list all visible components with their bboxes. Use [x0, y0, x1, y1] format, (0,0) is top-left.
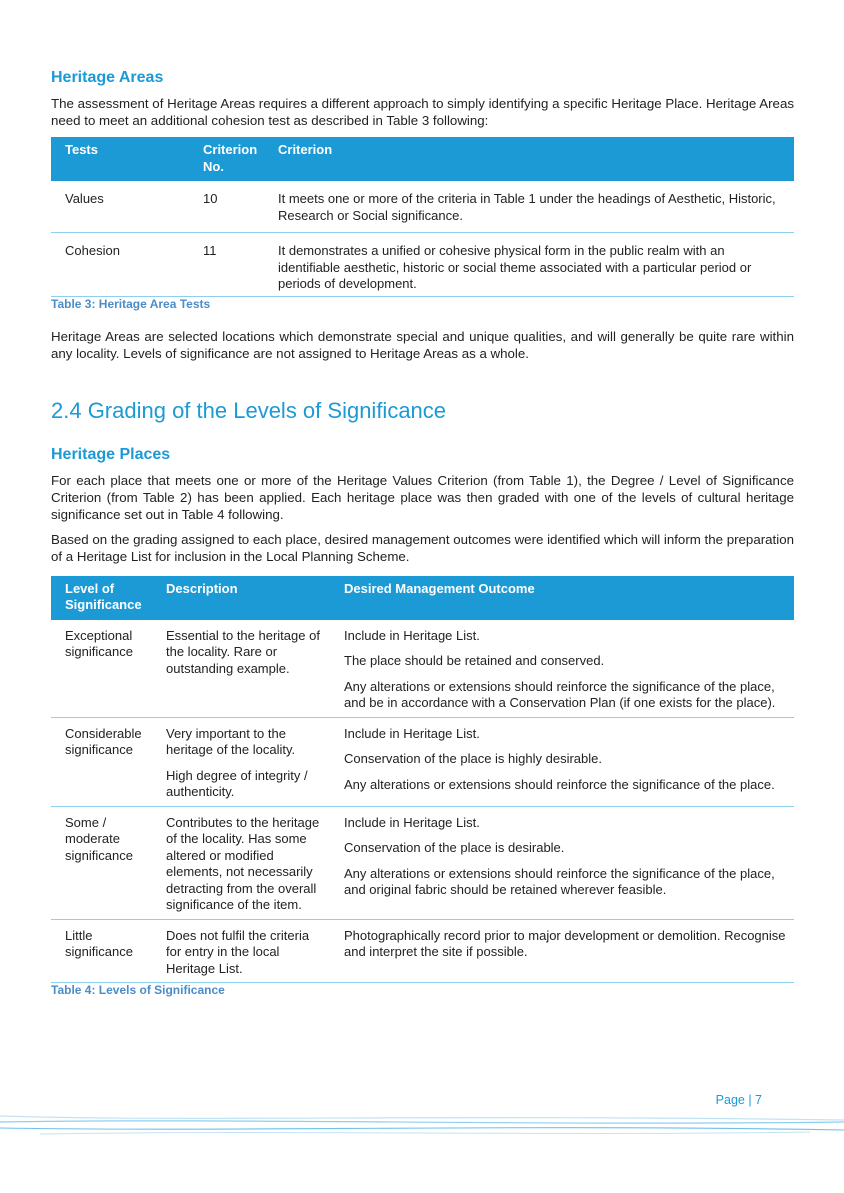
- description-paragraph: Does not fulfil the criteria for entry in the local Heritage List.: [166, 927, 310, 976]
- management-outcome: [330, 620, 794, 718]
- header-description: Description: [152, 576, 330, 620]
- description-paragraph: Contributes to the heritage of the locality. Has some altered or modified elements, not necessarily detracting from the overall significance of the item.: [166, 814, 320, 912]
- outcome-paragraph: Any alterations or extensions should reinforce the significance of the place, and be in accordance with a Conservation Plan (if one exists for the place).: [344, 678, 776, 710]
- significance-level: Little significance: [51, 919, 152, 983]
- criterion-number: 10: [189, 181, 270, 233]
- outcome-paragraph: Any alterations or extensions should reinforce the significance of the place.: [344, 776, 775, 792]
- outcome-paragraph: Conservation of the place is desirable.: [344, 840, 565, 855]
- outcome-paragraph: Conservation of the place is highly desirable.: [344, 751, 602, 766]
- significance-description: [152, 717, 330, 806]
- description-paragraph: Very important to the heritage of the locality.: [166, 725, 296, 757]
- heritage-areas-heading: Heritage Areas: [51, 69, 164, 86]
- heritage-places-para-2: Based on the grading assigned to each place, desired management outcomes were identified which will inform the preparation of a Heritage List for inclusion in the Local Planning Scheme.: [51, 531, 794, 564]
- table-3-caption: Table 3: Heritage Area Tests: [51, 296, 211, 311]
- footer-wave-decoration: [0, 1110, 844, 1150]
- significance-level: Exceptional significance: [51, 620, 152, 718]
- test-name: Cohesion: [51, 233, 189, 297]
- section-title: 2.4 Grading of the Levels of Significance: [51, 397, 447, 423]
- table-4-caption: Table 4: Levels of Significance: [51, 983, 225, 997]
- significance-description: [152, 919, 330, 983]
- management-outcome: [330, 717, 794, 806]
- outcome-paragraph: Photographically record prior to major development or demolition. Recognise and interpret the site if possible.: [344, 927, 786, 959]
- header-criterion-no: Criterion No.: [189, 137, 270, 181]
- header-criterion: Criterion: [270, 137, 794, 181]
- header-outcome: Desired Management Outcome: [330, 576, 794, 620]
- description-paragraph: High degree of integrity / authenticity.: [166, 767, 308, 799]
- heritage-places-heading: Heritage Places: [51, 445, 171, 463]
- criterion-text: It meets one or more of the criteria in Table 1 under the headings of Aesthetic, Historic, Research or Social significance.: [270, 181, 794, 233]
- header-level: Level of Significance: [51, 576, 152, 620]
- management-outcome: [330, 806, 794, 919]
- heritage-places-para-1: For each place that meets one or more of the Heritage Values Criterion (from Table 1), the Degree / Level of Significance Criterion (from Table 2) has been applied. Each heritage place was then graded with one of the levels of cultural heritage significance set out in Table 4 following.: [51, 472, 794, 522]
- significance-level: Some / moderate significance: [51, 806, 152, 919]
- page-content: [51, 68, 794, 998]
- criterion-text: It demonstrates a unified or cohesive physical form in the public realm with an identifiable aesthetic, historic or social theme associated with a particular period or periods of development.: [270, 233, 794, 297]
- table-row: [51, 806, 794, 919]
- table-row: [51, 233, 794, 297]
- levels-of-significance-table: [51, 576, 794, 984]
- heritage-areas-intro: The assessment of Heritage Areas requires a different approach to simply identifying a specific Heritage Place. Heritage Areas need to meet an additional cohesion test as described in Table 3 following:: [51, 96, 794, 128]
- outcome-paragraph: Include in Heritage List.: [344, 814, 480, 830]
- table-row: [51, 620, 794, 718]
- significance-description: [152, 620, 330, 718]
- significance-description: [152, 806, 330, 919]
- criterion-number: 11: [189, 233, 270, 297]
- table-row: [51, 919, 794, 983]
- description-paragraph: Essential to the heritage of the locality. Rare or outstanding example.: [166, 627, 320, 676]
- header-tests: Tests: [51, 137, 189, 181]
- outcome-paragraph: Any alterations or extensions should reinforce the significance of the place, and original fabric should be retained wherever feasible.: [344, 865, 775, 897]
- outcome-paragraph: The place should be retained and conserved.: [344, 653, 605, 668]
- table-header-row: [51, 137, 794, 181]
- significance-level: Considerable significance: [51, 717, 152, 806]
- table-row: [51, 717, 794, 806]
- outcome-paragraph: Include in Heritage List.: [344, 627, 480, 643]
- test-name: Values: [51, 181, 189, 233]
- table-row: [51, 181, 794, 233]
- heritage-areas-closing: Heritage Areas are selected locations which demonstrate special and unique qualities, and will generally be quite rare within any locality. Levels of significance are not assigned to Heritage Areas as a whole.: [51, 328, 794, 361]
- heritage-area-tests-table: [51, 137, 794, 297]
- management-outcome: [330, 919, 794, 983]
- page-number: Page | 7: [715, 1093, 762, 1107]
- table-header-row: [51, 576, 794, 620]
- outcome-paragraph: Include in Heritage List.: [344, 725, 480, 741]
